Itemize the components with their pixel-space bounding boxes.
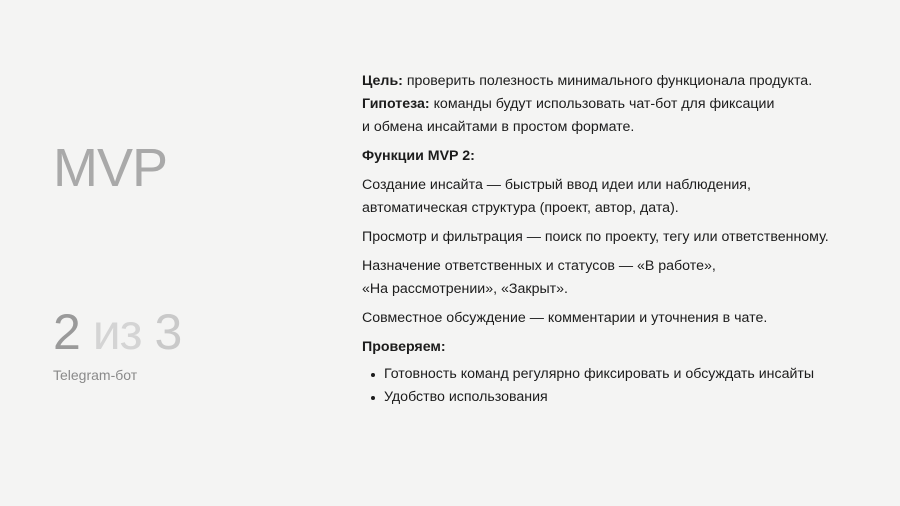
hypothesis-text-line2: и обмена инсайтами в простом формате. [362, 119, 635, 135]
function-item [362, 226, 882, 249]
function-item-line2: «На рассмотрении», «Закрыт». [362, 281, 568, 297]
counter-current: 2 [53, 304, 80, 360]
checking-list-item: Готовность команд регулярно фиксировать и обсуждать инсайты [384, 363, 882, 386]
left-panel [53, 0, 333, 506]
goal-paragraph [362, 70, 882, 93]
function-item [362, 174, 882, 220]
slide-subtitle: Telegram-бот [53, 367, 138, 383]
function-item-line1: Назначение ответственных и статусов — «В работе», [362, 258, 716, 274]
checking-list-item: Удобство использования [384, 386, 882, 409]
hypothesis-text-line1: команды будут использовать чат-бот для фиксации [429, 96, 775, 112]
slide-title: MVP [53, 138, 168, 198]
function-item-line1: Создание инсайта — быстрый ввод идеи или наблюдения, [362, 177, 751, 193]
checking-list [362, 363, 882, 409]
hypothesis-paragraph [362, 93, 882, 139]
checking-heading-text: Проверяем: [362, 339, 446, 355]
function-item [362, 307, 882, 330]
goal-text: проверить полезность минимального функционала продукта. [402, 73, 813, 89]
function-item-line1: Совместное обсуждение — комментарии и уточнения в чате. [362, 310, 768, 326]
function-item-line1: Просмотр и фильтрация — поиск по проекту, тегу или ответственному. [362, 229, 829, 245]
function-item [362, 255, 882, 301]
slide-counter [53, 304, 181, 360]
hypothesis-label: Гипотеза: [362, 96, 430, 112]
functions-heading [362, 145, 882, 168]
content-panel [362, 70, 882, 409]
function-item-line2: автоматическая структура (проект, автор, дата). [362, 200, 679, 216]
goal-label: Цель: [362, 73, 403, 89]
counter-total: 3 [154, 304, 182, 360]
functions-heading-text: Функции MVP 2: [362, 148, 475, 164]
counter-separator: из [92, 304, 142, 360]
checking-heading [362, 336, 882, 359]
